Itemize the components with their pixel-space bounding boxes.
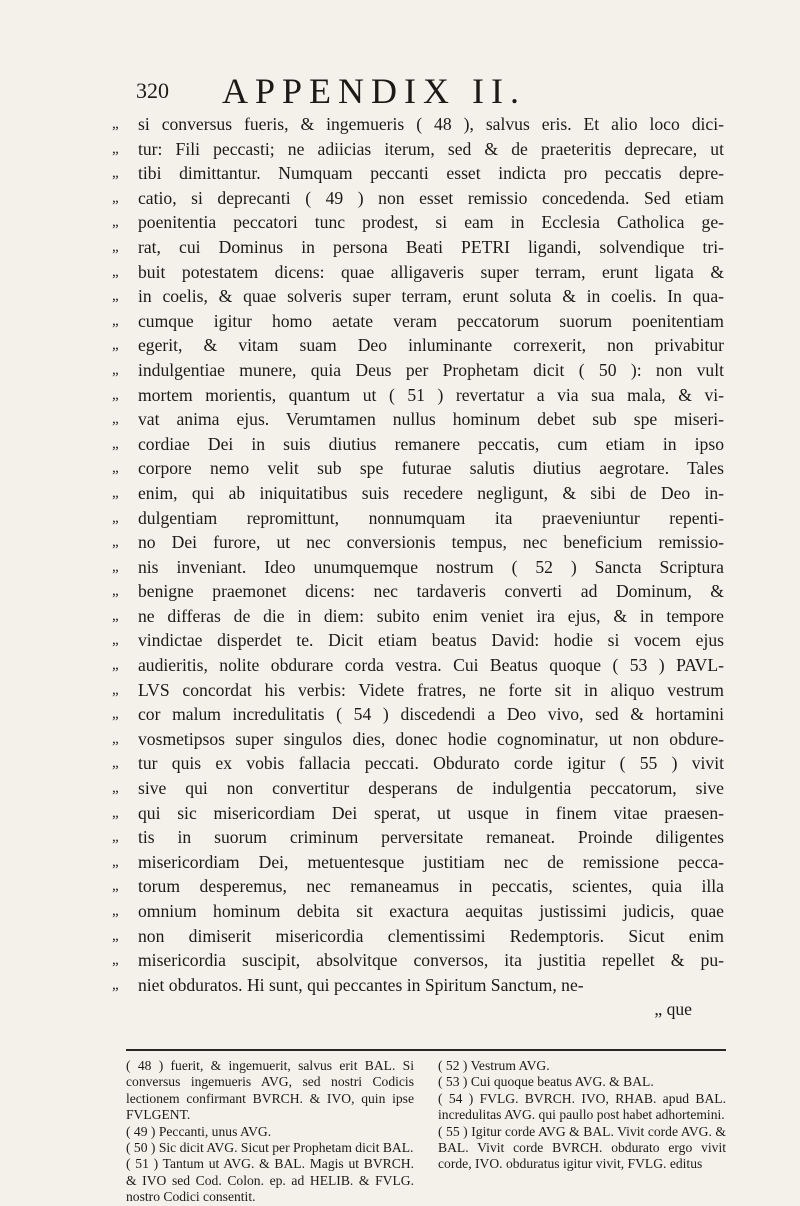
line-text: non dimiserit misericordia clementissimi Redemptoris. Sicut enim: [138, 925, 724, 946]
quotation-mark: „: [112, 755, 119, 772]
footnote: ( 48 ) fuerit, & ingemuerit, salvus erit BAL. Si conversus ingemueris AVG, sed nostri Codicis lectionem confirmant BVRCH. & IVO, quin ipse FVLGENT.: [126, 1058, 414, 1123]
line-text: nis inveniant. Ideo unumquemque nostrum ( 52 ) Sancta Scriptura: [138, 556, 724, 577]
quotation-mark: „: [112, 657, 119, 674]
footnote-rule: [126, 1049, 726, 1051]
text-line: [112, 358, 724, 383]
text-line: [112, 702, 724, 727]
line-text: LVS concordat his verbis: Videte fratres, ne forte sit in aliquo vestrum: [138, 679, 724, 700]
line-text: mortem morientis, quantum ut ( 51 ) revertatur a via sua mala, & vi-: [138, 384, 724, 405]
quotation-mark: „: [112, 116, 119, 132]
quotation-mark: „: [112, 165, 119, 182]
footnote: ( 50 ) Sic dicit AVG. Sicut per Prophetam dicit BAL.: [126, 1140, 414, 1156]
text-line: [112, 407, 724, 432]
text-line: [112, 825, 724, 850]
line-text: tibi dimittantur. Numquam peccanti esset indicta pro peccatis depre-: [138, 163, 724, 184]
quotation-mark: „: [112, 583, 119, 600]
text-line: [112, 137, 724, 162]
text-line: [112, 260, 724, 285]
text-line: [112, 727, 724, 752]
text-line: [112, 186, 724, 211]
line-text: indulgentiae munere, quia Deus per Prophetam dicit ( 50 ): non vult: [138, 359, 724, 380]
text-line: [112, 555, 724, 580]
quotation-mark: „: [112, 903, 119, 919]
quotation-mark: „: [112, 780, 119, 797]
quotation-mark: „: [112, 214, 119, 231]
line-text: cor malum incredulitatis ( 54 ) discedendi a Deo vivo, sed & hortamini: [138, 704, 724, 725]
text-line: [112, 973, 724, 998]
quotation-mark: „: [112, 681, 119, 698]
line-text: benigne praemonet dicens: nec tardaveris converti ad Dominum, &: [138, 581, 724, 602]
footnote: ( 51 ) Tantum ut AVG. & BAL. Magis ut BVRCH. & IVO sed Cod. Colon. ep. ad HELIB. & FVLG. nostro Codici consentit.: [126, 1156, 414, 1205]
catchword: „ que: [654, 999, 692, 1020]
quotation-mark: „: [112, 435, 119, 452]
quotation-mark: „: [112, 140, 119, 157]
text-line: [112, 112, 724, 137]
line-text: misericordiam Dei, metuentesque justitiam nec de remissione pecca-: [138, 851, 724, 872]
line-text: in coelis, & quae solveris super terram, erunt soluta & in coelis. In qua-: [138, 286, 724, 307]
quotation-mark: „: [112, 607, 119, 624]
main-text: [112, 112, 724, 1022]
line-text: qui sic misericordiam Dei sperat, ut usque in finem vitae praesen-: [138, 802, 724, 823]
text-line: [112, 579, 724, 604]
quotation-mark: „: [112, 632, 119, 649]
quotation-mark: „: [112, 263, 119, 280]
quotation-mark: „: [112, 509, 119, 526]
text-line: [112, 210, 724, 235]
line-text: vat anima ejus. Verumtamen nullus hominum debet sub spe miseri-: [138, 409, 724, 430]
line-text: dulgentiam repromittunt, nonnumquam ita praeveniuntur repenti-: [138, 507, 724, 528]
text-line: [112, 653, 724, 678]
quotation-mark: „: [112, 878, 119, 895]
page-header: [136, 70, 696, 110]
line-text: niet obduratos. Hi sunt, qui peccantes in Spiritum Sanctum, ne-: [138, 974, 584, 995]
line-text: omnium hominum debita sit exactura aequitas justissimi judicis, quae: [138, 901, 724, 921]
page-number: 320: [136, 78, 169, 103]
text-line: [112, 678, 724, 703]
text-line: [112, 481, 724, 506]
text-line: [112, 309, 724, 334]
quotation-mark: „: [112, 829, 119, 846]
line-text: sive qui non convertitur desperans de indulgentia peccatorum, sive: [138, 778, 724, 799]
quotation-mark: „: [112, 312, 119, 329]
text-line: [112, 506, 724, 531]
line-text: audieritis, nolite obdurare corda vestra. Cui Beatus quoque ( 53 ) PAVL-: [138, 655, 724, 676]
text-line: [112, 456, 724, 481]
footnote: ( 49 ) Peccanti, unus AVG.: [126, 1123, 272, 1139]
line-text: enim, qui ab iniquitatibus suis recedere negligunt, & sibi de Deo in-: [138, 482, 724, 503]
line-text: no Dei furore, ut nec conversionis tempus, nec beneficium remissio-: [138, 532, 724, 553]
quotation-mark: „: [112, 460, 119, 477]
text-line: [112, 751, 724, 776]
line-text: buit potestatem dicens: quae alligaveris super terram, erunt ligata &: [138, 261, 724, 282]
quotation-mark: „: [112, 853, 119, 870]
text-line: [112, 161, 724, 186]
line-text: egerit, & vitam suam Deo inluminante correxerit, non privabitur: [138, 335, 724, 356]
text-line: [112, 924, 724, 949]
text-line: [112, 530, 724, 555]
line-text: vindictae disperdet te. Dicit etiam beatus David: hodie si vocem ejus: [138, 630, 724, 651]
text-line: [112, 235, 724, 260]
line-text: catio, si deprecanti ( 49 ) non esset remissio concedenda. Sed etiam: [138, 187, 724, 208]
quotation-mark: „: [112, 361, 119, 378]
footnotes-right-column: [438, 1058, 726, 1173]
quotation-mark: „: [112, 534, 119, 551]
text-line: [112, 850, 724, 875]
line-text: tur quis ex vobis fallacia peccati. Obdurato corde igitur ( 55 ) vivit: [138, 753, 724, 774]
footnote: ( 55 ) Igitur corde AVG & BAL. Vivit corde AVG. & BAL. Vivit corde BVRCH. obdurato ergo vivit corde, IVO. obduratus igitur vivit, FVLG. editus: [438, 1123, 726, 1172]
quotation-mark: „: [112, 927, 119, 944]
quotation-mark: „: [112, 976, 119, 993]
text-line: [112, 383, 724, 408]
quotation-mark: „: [112, 337, 119, 354]
text-line: [112, 333, 724, 358]
quotation-mark: „: [112, 288, 119, 305]
line-text: rat, cui Dominus in persona Beati PETRI ligandi, solvendique tri-: [138, 236, 724, 257]
text-line: [112, 948, 724, 973]
footnotes-left-column: [126, 1058, 414, 1206]
line-text: ne differas de die in diem: subito enim veniet ira ejus, & in tempore: [138, 605, 724, 626]
line-text: tis in suorum criminum perversitate remaneat. Proinde diligentes: [138, 827, 724, 848]
quotation-mark: „: [112, 730, 119, 747]
line-text: vosmetipsos super singulos dies, donec hodie cognominatur, ut non obdure-: [138, 728, 724, 749]
text-line: [112, 776, 724, 801]
line-text: misericordia suscipit, absolvitque conversos, ita justitia repellet & pu-: [138, 950, 724, 971]
text-line: [112, 899, 724, 924]
line-text: si conversus fueris, & ingemueris ( 48 ), salvus eris. Et alio loco dici-: [138, 114, 724, 134]
quotation-mark: „: [112, 558, 119, 575]
line-text: cordiae Dei in suis diutius remanere peccatis, cum etiam in ipso: [138, 433, 724, 454]
text-line: [112, 432, 724, 457]
quotation-mark: „: [112, 706, 119, 723]
text-line: [112, 604, 724, 629]
text-line: [112, 284, 724, 309]
line-text: torum desperemus, nec remaneamus in peccatis, scientes, quia illa: [138, 876, 724, 897]
quotation-mark: „: [112, 386, 119, 403]
running-title: APPENDIX II.: [222, 71, 526, 111]
quotation-mark: „: [112, 238, 119, 255]
text-line: [112, 628, 724, 653]
text-line: [112, 801, 724, 826]
footnote: ( 53 ) Cui quoque beatus AVG. & BAL.: [438, 1074, 654, 1090]
line-text: poenitentia peccatori tunc prodest, si eam in Ecclesia Catholica ge-: [138, 212, 724, 233]
quotation-mark: „: [112, 804, 119, 821]
line-text: cumque igitur homo aetate veram peccatorum suorum poenitentiam: [138, 310, 724, 331]
text-line: [112, 874, 724, 899]
quotation-mark: „: [112, 952, 119, 969]
quotation-mark: „: [112, 484, 119, 501]
quotation-mark: „: [112, 411, 119, 428]
footnote: ( 54 ) FVLG. BVRCH. IVO, RHAB. apud BAL. incredulitas AVG. qui paullo post habet adhortemini.: [438, 1090, 726, 1123]
footnote: ( 52 ) Vestrum AVG.: [438, 1058, 550, 1073]
line-text: tur: Fili peccasti; ne adiicias iterum, sed & de praeteritis deprecare, ut: [138, 138, 724, 159]
quotation-mark: „: [112, 189, 119, 206]
line-text: corpore nemo velit sub spe futurae salutis diutius aegrotare. Tales: [138, 458, 724, 479]
